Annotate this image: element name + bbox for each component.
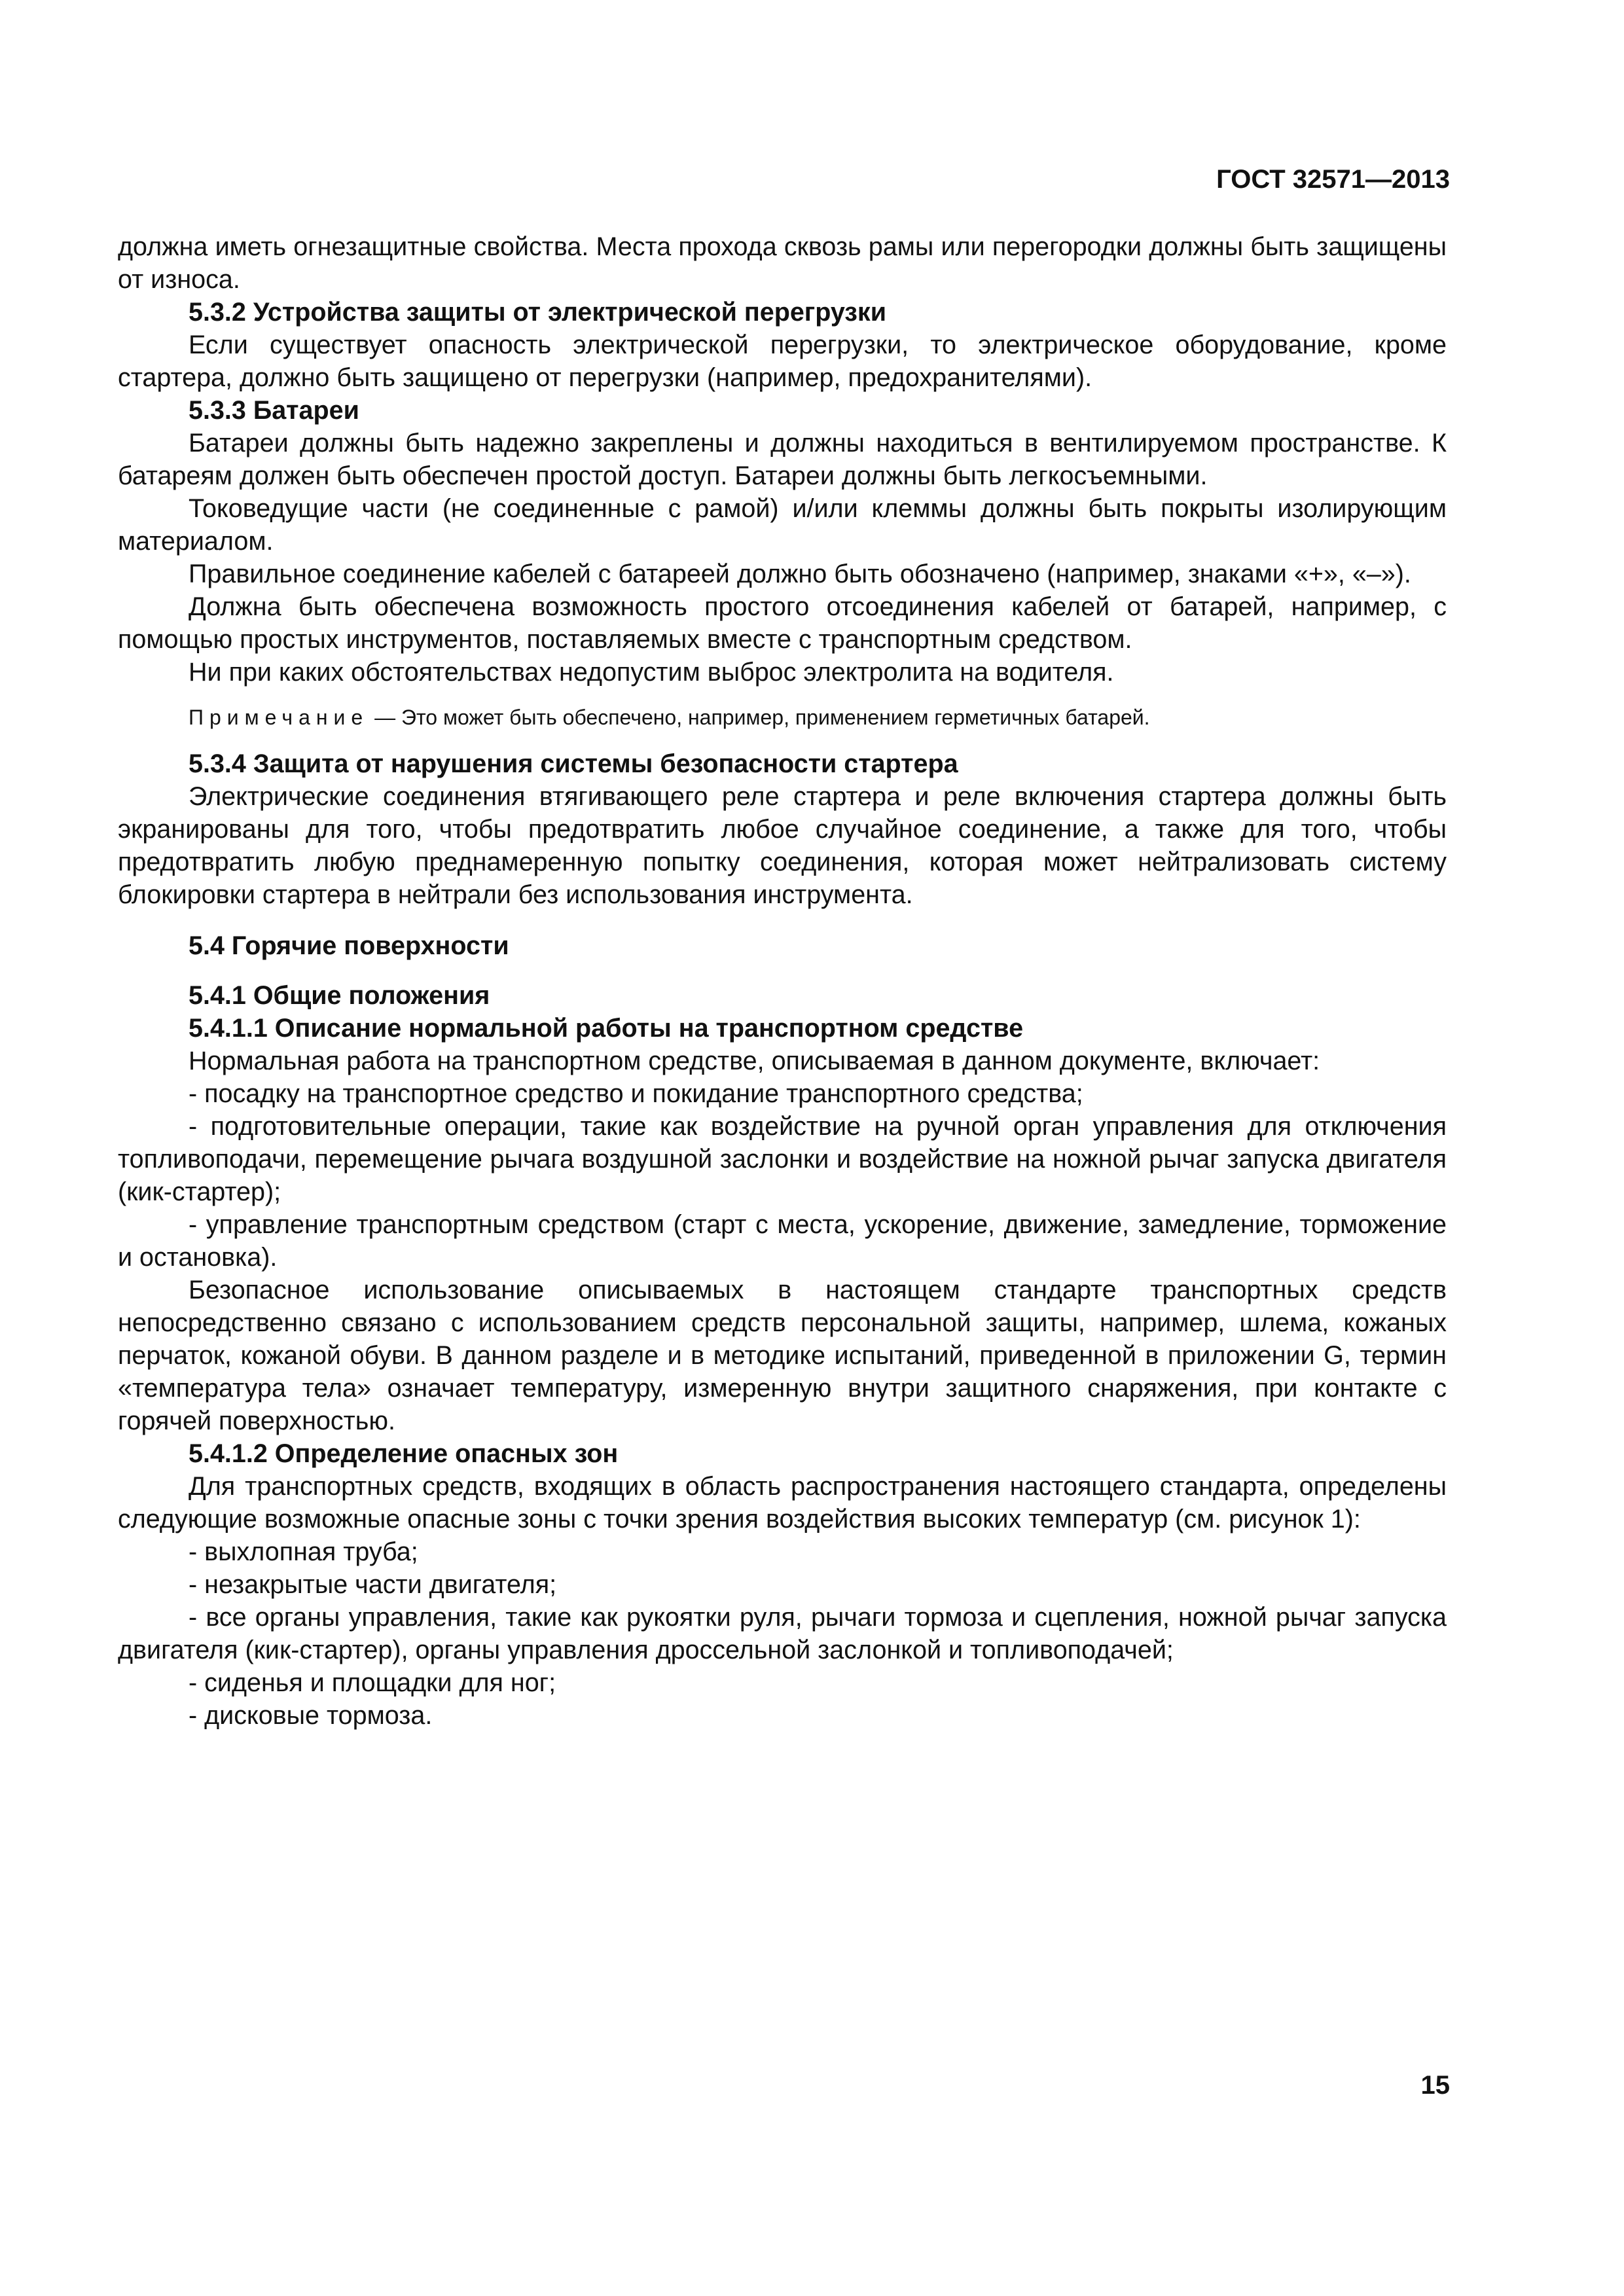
note-label: Примечание [189,706,369,729]
heading-5-4-1-1: 5.4.1.1 Описание нормальной работы на транспортном средстве [189,1014,1024,1043]
paragraph-5-4-1-1-safety: Безопасное использование описываемых в настоящем стандарте транспортных средств непосредственно связано с использованием средств персональной защиты, например, шлема, кожаных перчаток, кожаной обуви. В данном разделе и в методике испытаний, приведенной в приложении G, термин «температура тела» означает температуру, измеренную внутри защитного снаряжения, при контакте с горячей поверхностью. [118,1276,1447,1435]
paragraph-5-3-4: Электрические соединения втягивающего реле стартера и реле включения стартера должны быть экранированы для того, чтобы предотвратить любое случайное соединение, а также для того, чтобы предотвратить любую преднамеренную попытку соединения, которая может нейтрализовать систему блокировки стартера в нейтрали без использования инструмента. [118,782,1447,909]
list-item-5-4-1-2-3: - все органы управления, такие как рукоятки руля, рычаги тормоза и сцепления, ножной рычаг запуска двигателя (кик-стартер), органы управления дроссельной заслонкой и топливоподачей; [118,1603,1447,1664]
paragraph-5-3-2: Если существует опасность электрической перегрузки, то электрическое оборудование, кроме стартера, должно быть защищено от перегрузки (например, предохранителями). [118,331,1447,392]
note [118,703,1447,732]
list-item-5-4-1-1-2: - подготовительные операции, такие как воздействие на ручной орган управления для отключения топливоподачи, перемещение рычага воздушной заслонки и воздействие на ножной рычаг запуска двигателя (кик-стартер); [118,1112,1447,1206]
paragraph-5-4-1-1-intro: Нормальная работа на транспортном средстве, описываемая в данном документе, включает: [189,1047,1320,1075]
paragraph-5-3-3-1: Батареи должны быть надежно закреплены и должны находиться в вентилируемом пространстве. К батареям должен быть обеспечен простой доступ. Батареи должны быть легкосъемными. [118,429,1447,490]
list-item-5-4-1-2-2: - незакрытые части двигателя; [189,1570,557,1599]
paragraph-continuation: должна иметь огнезащитные свойства. Места прохода сквозь рамы или перегородки должны быть защищены от износа. [118,232,1447,294]
list-item-5-4-1-1-1: - посадку на транспортное средство и покидание транспортного средства; [189,1079,1083,1108]
paragraph-5-3-3-4: Должна быть обеспечена возможность простого отсоединения кабелей от батарей, например, с помощью простых инструментов, поставляемых вместе с транспортным средством. [118,592,1447,654]
paragraph-5-3-3-3: Правильное соединение кабелей с батареей должно быть обозначено (например, знаками «+», «–»). [189,560,1411,588]
page-content [118,230,1447,1732]
list-item-5-4-1-2-1: - выхлопная труба; [189,1537,418,1566]
page-number: 15 [1420,2071,1450,2100]
note-text: — Это может быть обеспечено, например, применением герметичных батарей. [369,706,1150,729]
heading-5-3-2: 5.3.2 Устройства защиты от электрической перегрузки [189,298,886,327]
paragraph-5-4-1-2-intro: Для транспортных средств, входящих в область распространения настоящего стандарта, определены следующие возможные опасные зоны с точки зрения воздействия высоких температур (см. рисунок 1): [118,1472,1447,1534]
heading-5-4-1: 5.4.1 Общие положения [189,981,490,1010]
document-code-header: ГОСТ 32571—2013 [1216,165,1450,194]
heading-5-3-3: 5.3.3 Батареи [189,396,359,425]
heading-5-4: 5.4 Горячие поверхности [189,931,509,960]
list-item-5-4-1-2-4: - сиденья и площадки для ног; [189,1668,556,1697]
heading-5-4-1-2: 5.4.1.2 Определение опасных зон [189,1439,619,1468]
paragraph-5-3-3-2: Токоведущие части (не соединенные с рамой) и/или клеммы должны быть покрыты изолирующим материалом. [118,494,1447,556]
paragraph-5-3-3-5: Ни при каких обстоятельствах недопустим выброс электролита на водителя. [189,658,1114,687]
list-item-5-4-1-1-3: - управление транспортным средством (старт с места, ускорение, движение, замедление, торможение и остановка). [118,1210,1447,1272]
heading-5-3-4: 5.3.4 Защита от нарушения системы безопасности стартера [189,749,958,778]
list-item-5-4-1-2-5: - дисковые тормоза. [189,1701,433,1730]
